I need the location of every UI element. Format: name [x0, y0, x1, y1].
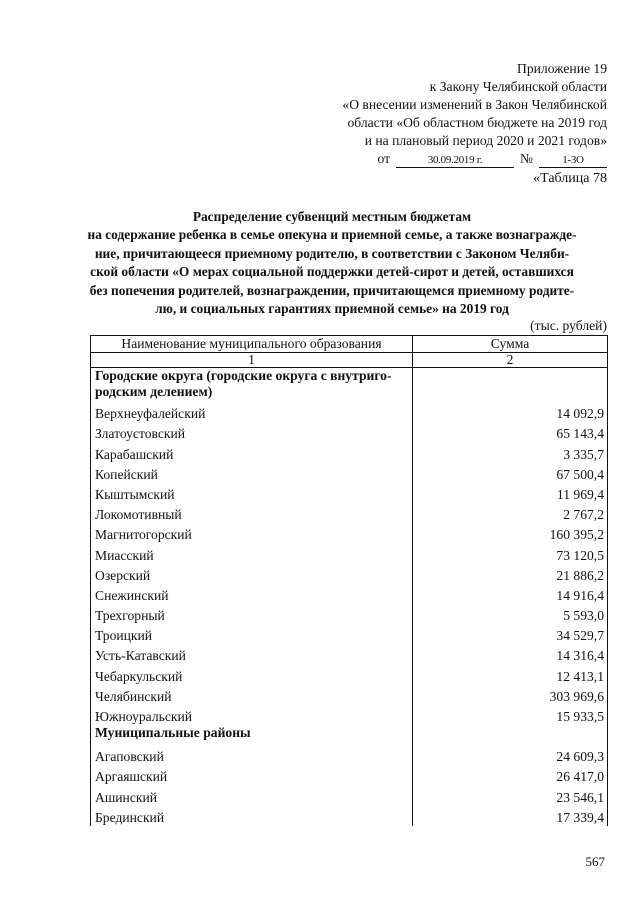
municipality-name: Снежинский — [91, 584, 413, 604]
title-line: Распределение субвенций местным бюджетам — [192, 209, 472, 224]
table-row — [91, 685, 608, 705]
column-number-row — [91, 353, 608, 368]
section-row-municipal-districts — [91, 725, 608, 745]
municipality-name: Копейский — [91, 463, 413, 483]
subsidy-amount: 2 767,2 — [413, 503, 608, 523]
table-row — [91, 765, 608, 785]
section-row-city-districts — [91, 368, 608, 403]
table-row — [91, 745, 608, 765]
subsidy-amount: 65 143,4 — [413, 422, 608, 442]
table-row — [91, 483, 608, 503]
municipality-name: Брединский — [91, 806, 413, 826]
empty-cell — [413, 368, 608, 403]
table-row — [91, 664, 608, 684]
municipality-name: Карабашский — [91, 442, 413, 462]
municipality-name: Златоустовский — [91, 422, 413, 442]
column-header-name: Наименование муниципального образования — [91, 336, 413, 353]
subsidy-amount: 15 933,5 — [413, 705, 608, 725]
law-date-number — [287, 150, 607, 168]
title-line: на содержание ребенка в семье опекуна и приемной семье, а также вознагражде- — [87, 227, 577, 243]
subsidy-amount: 5 593,0 — [413, 604, 608, 624]
municipality-name: Чебаркульский — [91, 664, 413, 684]
table-row — [91, 503, 608, 523]
municipality-name: Ашинский — [91, 785, 413, 805]
table-row — [91, 624, 608, 644]
units-label: (тыс. рублей) — [530, 318, 607, 333]
municipality-name: Аргаяшский — [91, 765, 413, 785]
table-row — [91, 523, 608, 543]
title-line: ние, причитающееся приемному родителю, в соответствии с Законом Челяби- — [94, 245, 570, 261]
column-number: 1 — [91, 353, 413, 368]
subsidy-amount: 67 500,4 — [413, 463, 608, 483]
appendix-line: области «Об областном бюджете на 2019 год — [347, 115, 607, 130]
table-row — [91, 422, 608, 442]
subsidy-amount: 21 886,2 — [413, 564, 608, 584]
municipality-name: Агаповский — [91, 745, 413, 765]
appendix-line: к Закону Челябинской области — [429, 79, 607, 94]
law-date: 30.09.2019 г. — [396, 153, 514, 168]
municipality-name: Челябинский — [91, 685, 413, 705]
section-title: Муниципальные районы — [91, 725, 413, 745]
table-row — [91, 785, 608, 805]
table-row — [91, 402, 608, 422]
section-title-line: Городские округа (городские округа с внутриго- — [95, 368, 392, 383]
municipality-name: Озерский — [91, 564, 413, 584]
table-row — [91, 463, 608, 483]
subsidy-amount: 17 339,4 — [413, 806, 608, 826]
title-line: без попечения родителей, вознаграждении, причитающемся приемному родите- — [89, 282, 575, 298]
from-label: от — [377, 151, 391, 166]
number-label: № — [520, 151, 533, 166]
table-row — [91, 584, 608, 604]
subsidy-amount: 14 092,9 — [413, 402, 608, 422]
column-header-amount: Сумма — [413, 336, 608, 353]
subsidy-amount: 23 546,1 — [413, 785, 608, 805]
empty-cell — [413, 725, 608, 745]
municipality-name: Южноуральский — [91, 705, 413, 725]
document-title — [60, 208, 604, 318]
municipality-name: Троицкий — [91, 624, 413, 644]
table-row — [91, 806, 608, 826]
law-number: 1-ЗО — [539, 153, 607, 168]
title-line: лю, и социальных гарантиях приемной семье» на 2019 год — [155, 301, 509, 317]
section-title — [91, 368, 413, 403]
table-row — [91, 543, 608, 563]
municipality-name: Магнитогорский — [91, 523, 413, 543]
municipality-name: Трехгорный — [91, 604, 413, 624]
subsidy-amount: 12 413,1 — [413, 664, 608, 684]
subsidy-amount: 24 609,3 — [413, 745, 608, 765]
municipality-name: Миасский — [91, 543, 413, 563]
subsidy-amount: 26 417,0 — [413, 765, 608, 785]
subsidy-amount: 11 969,4 — [413, 483, 608, 503]
municipality-name: Кыштымский — [91, 483, 413, 503]
table-row — [91, 705, 608, 725]
municipality-name: Верхнеуфалейский — [91, 402, 413, 422]
appendix-line: и на плановый период 2020 и 2021 годов» — [364, 133, 607, 148]
table-row — [91, 564, 608, 584]
subsidy-amount: 303 969,6 — [413, 685, 608, 705]
page-number: 567 — [585, 854, 605, 869]
appendix-line: «О внесении изменений в Закон Челябинской — [342, 97, 607, 112]
table-row — [91, 442, 608, 462]
subsidy-amount: 14 316,4 — [413, 644, 608, 664]
table-header-row — [91, 336, 608, 353]
title-line: ской области «О мерах социальной поддержки детей-сирот и детей, оставшихся — [90, 264, 574, 280]
appendix-header — [287, 60, 607, 168]
subsidy-amount: 34 529,7 — [413, 624, 608, 644]
subsidy-amount: 73 120,5 — [413, 543, 608, 563]
column-number: 2 — [413, 353, 608, 368]
subsidy-amount: 160 395,2 — [413, 523, 608, 543]
section-title-line: родским делением) — [95, 384, 213, 399]
table-row — [91, 604, 608, 624]
table-row — [91, 644, 608, 664]
subsidy-amount: 3 335,7 — [413, 442, 608, 462]
table-label: «Таблица 78 — [533, 171, 607, 186]
subsidy-table — [90, 335, 608, 826]
subsidy-amount: 14 916,4 — [413, 584, 608, 604]
municipality-name: Локомотивный — [91, 503, 413, 523]
municipality-name: Усть-Катавский — [91, 644, 413, 664]
appendix-line: Приложение 19 — [517, 61, 607, 76]
